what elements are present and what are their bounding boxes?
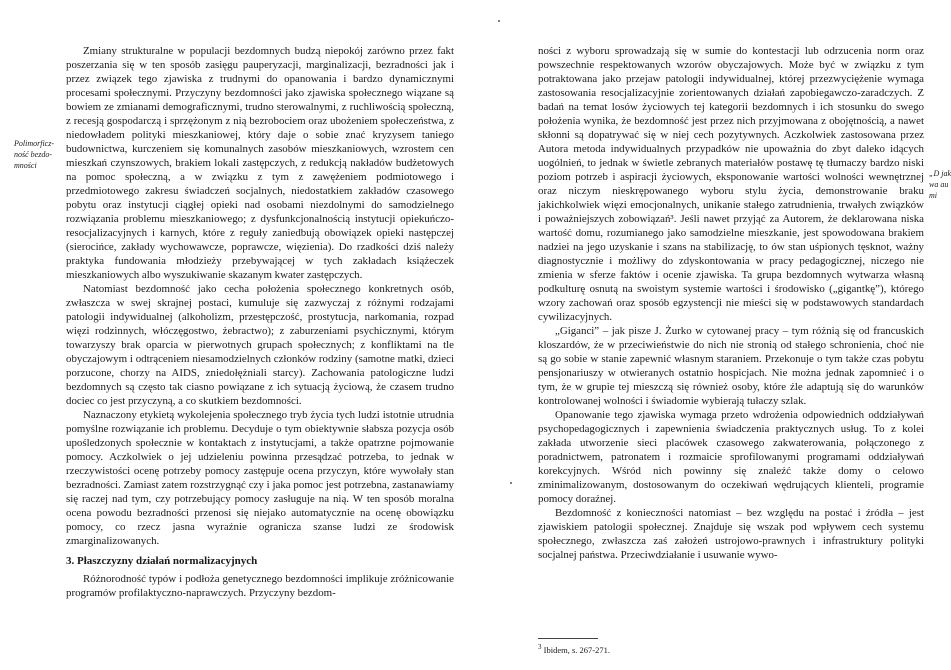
- right-paragraph-1: ności z wyboru sprowadzają się w sumie do kontestacji lub odrzucenia norm oraz powszechnie respektowanych wzorów obyczajowych. Może być w związku z tym potraktowana jako przejaw patologii indywidualnej, której przezwyciężenie wymaga zastosowania resocjalizacyjnie zorientowanych działań zapobiegawczo-zaradczych. Z badań na temat losów życiowych tej kategorii bezdomnych i ich stosunku do swego położenia wynika, że bezdomność jest przez nich przyjmowana z obojętnością, a nawet skłonni są dopatrywać się w niej cech pozytywnych. Aczkolwiek zastosowana przez Autora metoda indywidualnych przypadków nie upoważnia do zbyt daleko idących uogólnień, to jednak w świetle zebranych materiałów postawę tę tłumaczy bardzo niski poziom potrzeb i aspiracji życiowych, eksponowanie wartości wolności wewnętrznej oraz niczym nieskrępowanego wyboru stylu życia, demonstrowanie braku jakichkolwiek więzi emocjonalnych, unikanie stałego zatrudnienia, trwałych związków i poważniejszych zobowiązań³. Jeśli nawet przyjąć za Autorem, że deklarowana niska wartość domu, rozumianego jako samodzielne mieszkanie, jest spowodowana brakiem nadziei na jego uzyskanie i szans na stabilizację, to ów stan uśpionych tęsknot, ważny diagnostycznie i możliwy do zdyskontowania w pracy pedagogicznej, niczego nie zmienia w sferze faktów i ocenie zjawiska. Ta grupa bezdomnych wytwarza własną podkulturę osnutą na swoistym systemie wartości i środowisko („gigantkę”), którego wzory zachowań oraz sposób egzystencji nie mieści się w podstawowych standardach cywilizacyjnych.: [538, 45, 924, 323]
- right-paragraph-4: Bezdomność z konieczności natomiast – bez względu na postać i źródła – jest zjawiskiem patologii społecznej. Znajduje się wszak pod wpływem cech systemu społecznego, zwłaszcza zaś założeń ustrojowo-prawnych i infrastruktury polityki socjalnej państwa. Przeciwdziałanie i usuwanie wywo-: [538, 507, 924, 561]
- margin-note-right: „D jak wa au mi: [929, 169, 951, 200]
- left-page: [66, 44, 454, 600]
- left-paragraph-1: Zmiany strukturalne w populacji bezdomnych budzą niepokój zarówno przez fakt poszerzania się w ten sposób zasięgu pauperyzacji, marginalizacji, bezradności jak i przez związek tego zjawiska z trudnymi do opanowania i bardzo dynamicznymi procesami społecznymi. Przyczyny bezdomności jako zjawiska społecznego wiązane są bowiem ze zmianami demograficznymi, trudno sterowalnymi, z ruchliwością społeczną, z recesją gospodarczą i sprzężonym z nią bezrobociem oraz ubożeniem społeczeństwa, z niedowładem polityki mieszkaniowej, który daje o sobie znać kryzysem taniego budownictwa, kurczeniem się komunalnych zasobów mieszkaniowych, wzrostem cen mieszkań czynszowych, brakiem lokali zastępczych, z redukcją nakładów budżetowych na pomoc społeczną, a w związku z tym z zawężeniem podmiotowego i przedmiotowego zakresu świadczeń socjalnych, niedostatkiem zakładów czasowego pobytu oraz instytucji ciągłej opieki nad osobami niezdolnymi do samodzielnego rozwiązania problemu mieszkaniowego; z dysfunkcjonalnością instytucji opiekuńczo-resocjalizacyjnych i karnych, które z reguły zaniedbują obowiązek opieki następczej (sierocińce, zakłady wychowawcze, poprawcze, więzienia). Do rzadkości dziś należy praktyka fundowania młodzieży przebywającej w tych zakładach książeczek mieszkaniowych albo wyszukiwanie skazanym kwater zastępczych.: [66, 45, 454, 281]
- left-paragraph-2: Natomiast bezdomność jako cecha położenia społecznego konkretnych osób, zwłaszcza w swej skrajnej postaci, kumuluje się zazwyczaj z różnymi rodzajami patologii indywidualnej (alkoholizm, przestępczość, prostytucja, narkomania, rozpad więzi rodzinnych, włóczęgostwo, żebractwo); z zaburzeniami psychicznymi, którym towarzyszy brak oparcia w pierwotnych grupach społecznych; z konfliktami na tle obyczajowym i odtrąceniem niesamodzielnych członków rodziny (samotne matki, dzieci porzucone, chorzy na AIDS, zniedołężniali starcy). Zachowania patologiczne ludzi bezdomnych są często tak ciasno powiązane z ich sytuacją życiową, że czasem trudno dociec co jest przyczyną, a co skutkiem bezdomności.: [66, 283, 454, 407]
- margin-note-left: Polimorficz-ność bezdo-mności: [14, 139, 54, 170]
- footnote: [538, 645, 924, 656]
- scan-speck: [498, 20, 500, 22]
- footnote-area: [538, 638, 924, 656]
- footnote-rule: [538, 638, 598, 639]
- scan-speck: [510, 482, 512, 484]
- section-heading: 3. Płaszczyzny działań normalizacyjnych: [66, 555, 258, 567]
- footnote-text: Ibidem, s. 267-271.: [543, 645, 610, 655]
- right-paragraph-3: Opanowanie tego zjawiska wymaga przeto wdrożenia odpowiednich oddziaływań psychopedagogicznych i zapewnienia świadczenia praktycznych usług. To z kolei zakłada utworzenie sieci placówek czasowego zakwaterowania, połączonego z poradnictwem, patronatem i rozmaicie sprofilowanymi programami oddziaływań korekcyjnych. Wśród nich powinny się znaleźć także domy o celowo zminimalizowanym, dostosowanym do oczekiwań wędrujących klienteli, programie pomocy doraźnej.: [538, 409, 924, 505]
- right-paragraph-2: „Giganci” – jak pisze J. Żurko w cytowanej pracy – tym różnią się od francuskich kloszardów, że w przeciwieństwie do nich nie stronią od stałego schronienia, choć nie są go sobie w stanie zapewnić własnym staraniem. Przekonuje o tym także czas pobytu pensjonariuszy w otwieranych ostatnio hospicjach. Nie można jednak zapomnieć i o tym, że w grupie tej mieszczą się również osoby, które źle adaptują się do warunków kontrolowanej wolności i świadomie wybierają tułaczy szlak.: [538, 325, 924, 407]
- footnote-marker: 3: [538, 643, 542, 652]
- left-paragraph-4: Różnorodność typów i podłoża genetycznego bezdomności implikuje zróżnicowanie programów profilaktyczno-naprawczych. Przyczyny bezdom-: [66, 573, 454, 599]
- left-paragraph-3: Naznaczony etykietą wykolejenia społecznego tryb życia tych ludzi istotnie utrudnia pomyślne rozwiązanie ich problemu. Decyduje o tym obiektywnie słabsza pozycja osób upośledzonych społecznie w kontaktach z instytucjami, a także opatrzne pojmowanie pomocy. Aczkolwiek o jej udzieleniu powinna przesądzać potrzeba, to jednak w rzeczywistości ocenę potrzeby pomocy zastępuje ocena przyczyn, które wywołały stan bezradności. Zamiast zatem rozstrzygnąć czy i jaka pomoc jest potrzebna, zastanawiamy się raczej nad tym, czy potrzebujący pomocy zasługuje na nią. W ten sposób moralna ocena powodu bezradności przenosi się niejako automatycznie na ocenę obowiązku pomocy, co rzecz jasna wyraźnie ogranicza szanse ludzi ze środowisk zmarginalizowanych.: [66, 409, 454, 547]
- right-page: [538, 44, 924, 562]
